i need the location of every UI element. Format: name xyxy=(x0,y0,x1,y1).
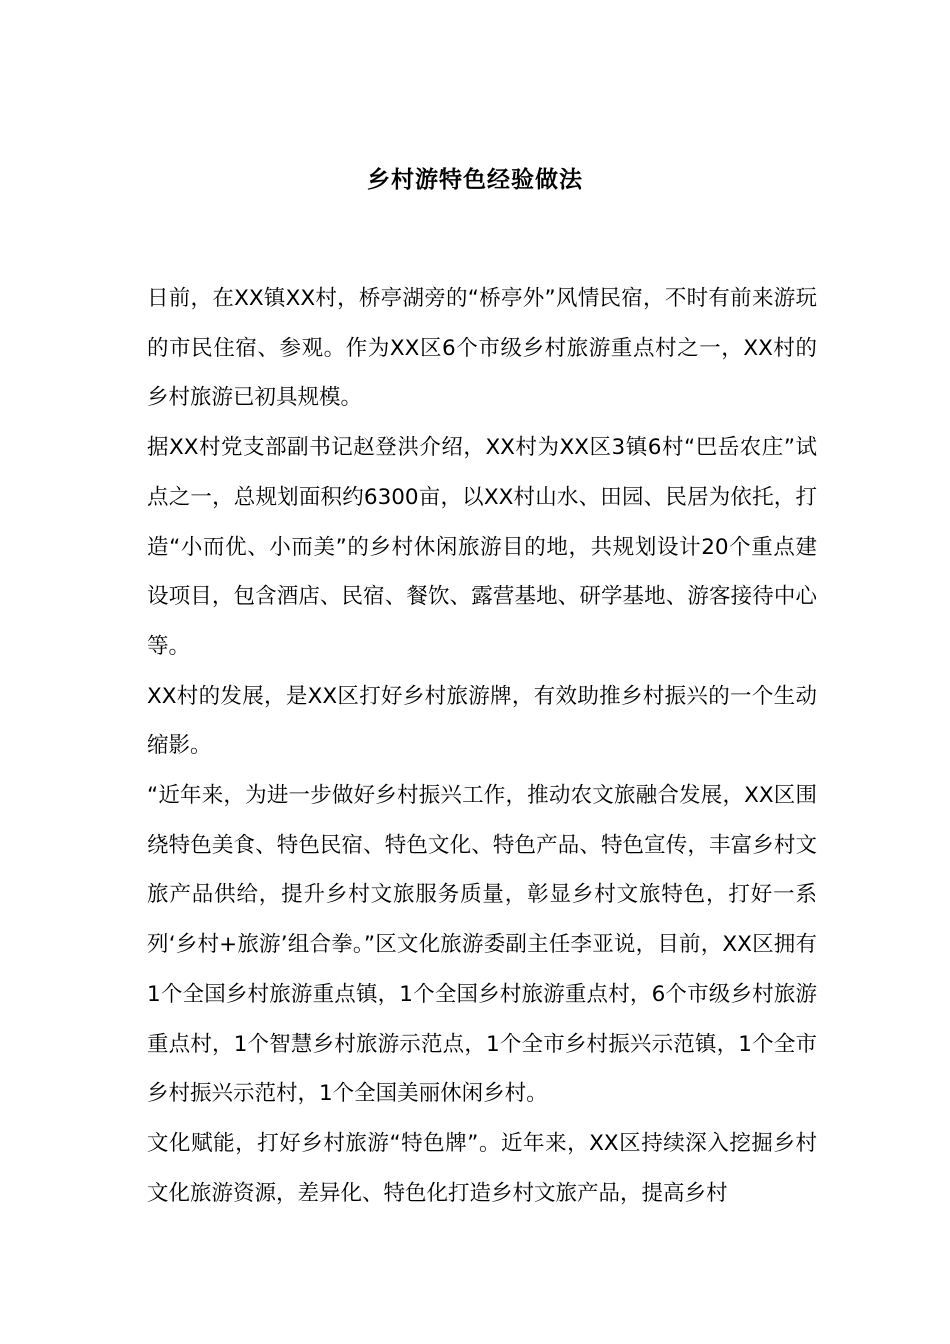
paragraph-5: 文化赋能，打好乡村旅游“特色牌”。近年来，XX区持续深入挖掘乡村文化旅游资源，差异化、特色化打造乡村文旅产品，提高乡村 xyxy=(147,1130,817,1206)
document-body xyxy=(147,274,817,1218)
paragraph-2: 据XX村党支部副书记赵登洪介绍，XX村为XX区3镇6村“巴岳农庄”试点之一，总规划面积约6300亩，以XX村山水、田园、民居为依托，打造“小而优、小而美”的乡村休闲旅游目的地，共规划设计20个重点建设项目，包含酒店、民宿、餐饮、露营基地、研学基地、游客接待中心等。 xyxy=(147,435,817,659)
paragraph-1: 日前，在XX镇XX村，桥亭湖旁的“桥亭外”风情民宿，不时有前来游玩的市民住宿、参观。作为XX区6个市级乡村旅游重点村之一，XX村的乡村旅游已初具规模。 xyxy=(147,286,817,411)
paragraph-3: XX村的发展，是XX区打好乡村旅游牌，有效助推乡村振兴的一个生动缩影。 xyxy=(147,683,817,759)
paragraph-4: “近年来，为进一步做好乡村振兴工作，推动农文旅融合发展，XX区围绕特色美食、特色民宿、特色文化、特色产品、特色宣传，丰富乡村文旅产品供给，提升乡村文旅服务质量，彰显乡村文旅特色，打好一系列‘乡村+旅游’组合拳。”区文化旅游委副主任李亚说，目前，XX区拥有1个全国乡村旅游重点镇，1个全国乡村旅游重点村，6个市级乡村旅游重点村，1个智慧乡村旅游示范点，1个全市乡村振兴示范镇，1个全市乡村振兴示范村，1个全国美丽休闲乡村。 xyxy=(147,783,817,1107)
document-title: 乡村游特色经验做法 xyxy=(367,167,583,193)
